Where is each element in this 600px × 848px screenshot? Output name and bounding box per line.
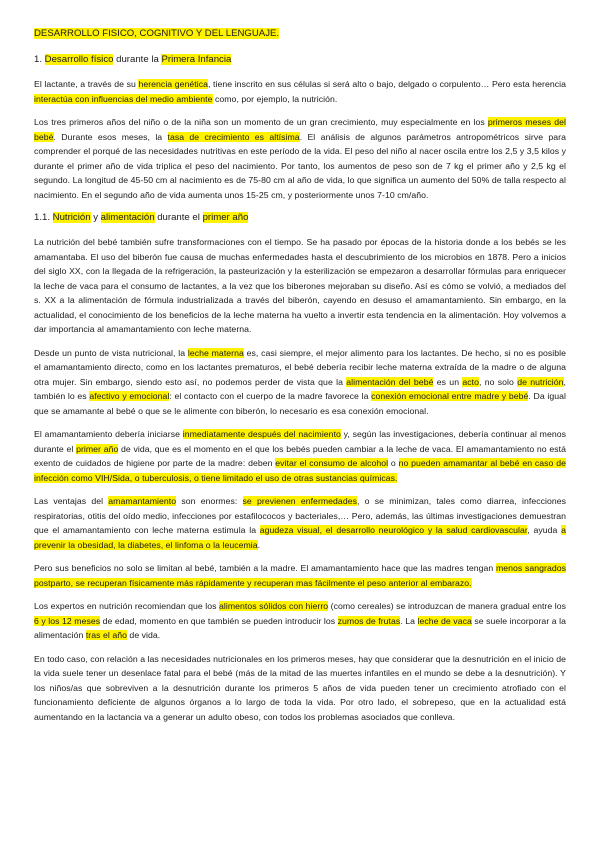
highlight: agudeza visual, el desarrollo neurológico y la salud cardiovascular	[259, 525, 528, 535]
paragraph-historia-nutricion: La nutrición del bebé también sufre transformaciones con el tiempo. Se ha pasado por épocas de la historia donde a los bebés se les amamantaba. El uso del biberón fue causa de muchas enfermedades hasta el descubrimiento de los microbios en 1878. Pero a inicios del siglo XX, con la llegada de la refrigeración, la pasteurización y la esterilización se empezaron a desarrollar fórmulas para enriquecer la leche de vaca para el consumo de lactantes, a la vez que los biberones mejoraban su diseño. Así es cómo se volvió, a mediados del s. XX a la alimentación de fórmula industrializada a través del biberón, cayendo en desuso el amamantamiento. Sin embargo, en la actualidad, el conocimiento de los beneficios de la leche materna ha vuelto a invertir esta tendencia en la alimentación. Hoy volvemos a dar importancia al amamantamiento con leche materna.	[34, 237, 566, 334]
highlight: zumos de frutas	[337, 615, 401, 626]
highlight: Nutrición	[52, 212, 91, 223]
highlight: se previenen enfermedades	[242, 496, 357, 506]
paragraph-ventajas: Las ventajas del amamantamiento son enormes: se previenen enfermedades, o se minimizan, tales como diarrea, infecciones respiratorias, otitis del oído medio, infecciones por estafilococos y bacteriales,… Pero, además, las últimas investigaciones demuestran que el amamantamiento con leche materna estimula la agudeza visual, el desarrollo neurológico y la salud cardiovascular, ayuda a prevenir la obesidad, la diabetes, el linfoma o la leucemia.	[34, 496, 567, 550]
highlight: DESARROLLO FISICO, COGNITIVO Y DEL LENGUAJE.	[34, 28, 280, 39]
paragraph-crecimiento: Los tres primeros años del niño o de la niña son un momento de un gran crecimiento, muy especialmente en los primeros meses del bebé. Durante esos meses, la tasa de crecimiento es altísima. El análisis de algunos parámetros antropométricos sirve para comprender el porqué de las necesidades nutritivas en este período de la vida. El peso del niño al nacer oscila entre los 2,5 y 3,5 kilos y durante el primer año de vida triplica el peso del nacimiento. Por tanto, los aumentos de peso son de 7 kg el primer año y 2,5 kg el segundo. La longitud de 45-50 cm al nacimiento es de 75-80 cm al año de vida, lo que significa un aumento del 50% de talla respecto al nacimiento. En el segundo año de vida aumenta unos 15-25 cm, y posteriormente unos 7-10 cm/año.	[34, 117, 566, 200]
highlight: herencia genética	[138, 79, 208, 89]
highlight: alimentación del bebé	[346, 376, 434, 387]
highlight: inmediatamente después del nacimiento	[182, 429, 341, 439]
highlight: evitar el consumo de alcohol	[275, 458, 389, 468]
highlight: primeros meses del bebé	[34, 117, 566, 142]
highlight: Desarrollo físico	[44, 54, 114, 65]
highlight: tasa de crecimiento es altísima	[167, 131, 300, 142]
highlight: primer año	[76, 443, 119, 454]
document-title	[34, 27, 566, 41]
highlight: no pueden amamantar al bebé en caso de infección como VIH/Sida, o tuberculosis, o tiene limitado el uso de otras sustancias químicas.	[34, 458, 566, 483]
paragraph-leche-materna: Desde un punto de vista nutricional, la leche materna es, casi siempre, el mejor alimento para los lactantes. De hecho, si no es posible el amamantamiento directo, como en los lactantes prematuros, el bebé debería recibir leche materna extraída de la madre o de alguna otra mujer. Sin embargo, siendo esto así, no podemos perder de vista que la alimentación del bebé es un acto, no solo de nutrición, también lo es afectivo y emocional: el contacto con el cuerpo de la madre favorece la conexión emocional entre madre y bebé. Da igual que se amamante al bebé o que se le alimente con biberón, lo necesario es esa conexión emocional.	[34, 347, 567, 416]
highlight: Primera Infancia	[161, 54, 232, 65]
highlight: alimentos sólidos con hierro	[219, 601, 329, 611]
highlight: tras el año	[85, 630, 127, 640]
highlight: interactúa con influencias del medio ambiente	[34, 93, 213, 104]
highlight: amamantamiento	[108, 496, 177, 506]
highlight: a prevenir la obesidad, la diabetes, el linfoma o la leucemia	[34, 525, 566, 550]
highlight: conexión emocional entre madre y bebé	[371, 391, 529, 401]
section-heading-1: 1. Desarrollo físico durante la Primera Infancia	[34, 54, 232, 65]
highlight: primer año	[202, 212, 249, 223]
highlight: menos sangrados postparto, se recuperan físicamente más rápidamente y recuperan mas fácilmente el peso anterior al embarazo.	[34, 563, 566, 588]
section-heading-1-1: 1.1. Nutrición y alimentación durante el primer año	[34, 212, 249, 223]
paragraph-alimentos-solidos: Los expertos en nutrición recomiendan que los alimentos sólidos con hierro (como cereales) se introduzcan de manera gradual entre los 6 y los 12 meses de edad, momento en que también se pueden introducir los zumos de frutas. La leche de vaca se suele incorporar a la alimentación tras el año de vida.	[34, 601, 566, 640]
highlight: leche de vaca	[417, 615, 472, 626]
paragraph-inicio-amamantamiento: El amamantamiento debería iniciarse inmediatamente después del nacimiento y, según las investigaciones, debería continuar al menos durante el primer año de vida, que es el momento en el que los bebés pueden cambiar a la leche de vaca. El amamantamiento no está exento de cuidados de higiene por parte de la madre: deben evitar el consumo de alcohol o no pueden amamantar al bebé en caso de infección como VIH/Sida, o tuberculosis, o tiene limitado el uso de otras sustancias químicas.	[34, 429, 567, 483]
highlight: 6 y los 12 meses	[34, 615, 101, 626]
highlight: leche materna	[187, 347, 244, 358]
paragraph-herencia: El lactante, a través de su herencia genética, tiene inscrito en sus células si será alto o bajo, delgado o corpulento… Pero esta herencia interactúa con influencias del medio ambiente como, por ejemplo, la nutrición.	[34, 79, 566, 104]
highlight: afectivo y emocional	[89, 391, 170, 401]
highlight: acto	[462, 376, 479, 387]
highlight: alimentación	[100, 212, 155, 223]
paragraph-beneficios-madre: Pero sus beneficios no solo se limitan al bebé, también a la madre. El amamantamiento hace que las madres tengan menos sangrados postparto, se recuperan físicamente más rápidamente y recuperan mas fácilmente el peso anterior al embarazo.	[34, 563, 566, 588]
paragraph-desnutricion: En todo caso, con relación a las necesidades nutricionales en los primeros meses, hay que considerar que la desnutrición en el inicio de la vida suele tener un desenlace fatal para el bebé (más de la mitad de las muertes infantiles en el mundo se debe a la desnutrición). Y los niños/as que sobreviven a la desnutrición durante los primeros 5 años de vida pueden tener un crecimiento atrofiado con el funcionamiento deficiente de algunos órganos a lo largo de toda la vida. Por otro lado, el sobrepeso, que en la actualidad está aumentando en la lactancia va a generar un adulto obeso, con todos los problemas asociados que conlleva.	[34, 653, 566, 722]
highlight: de nutrición	[517, 376, 564, 387]
